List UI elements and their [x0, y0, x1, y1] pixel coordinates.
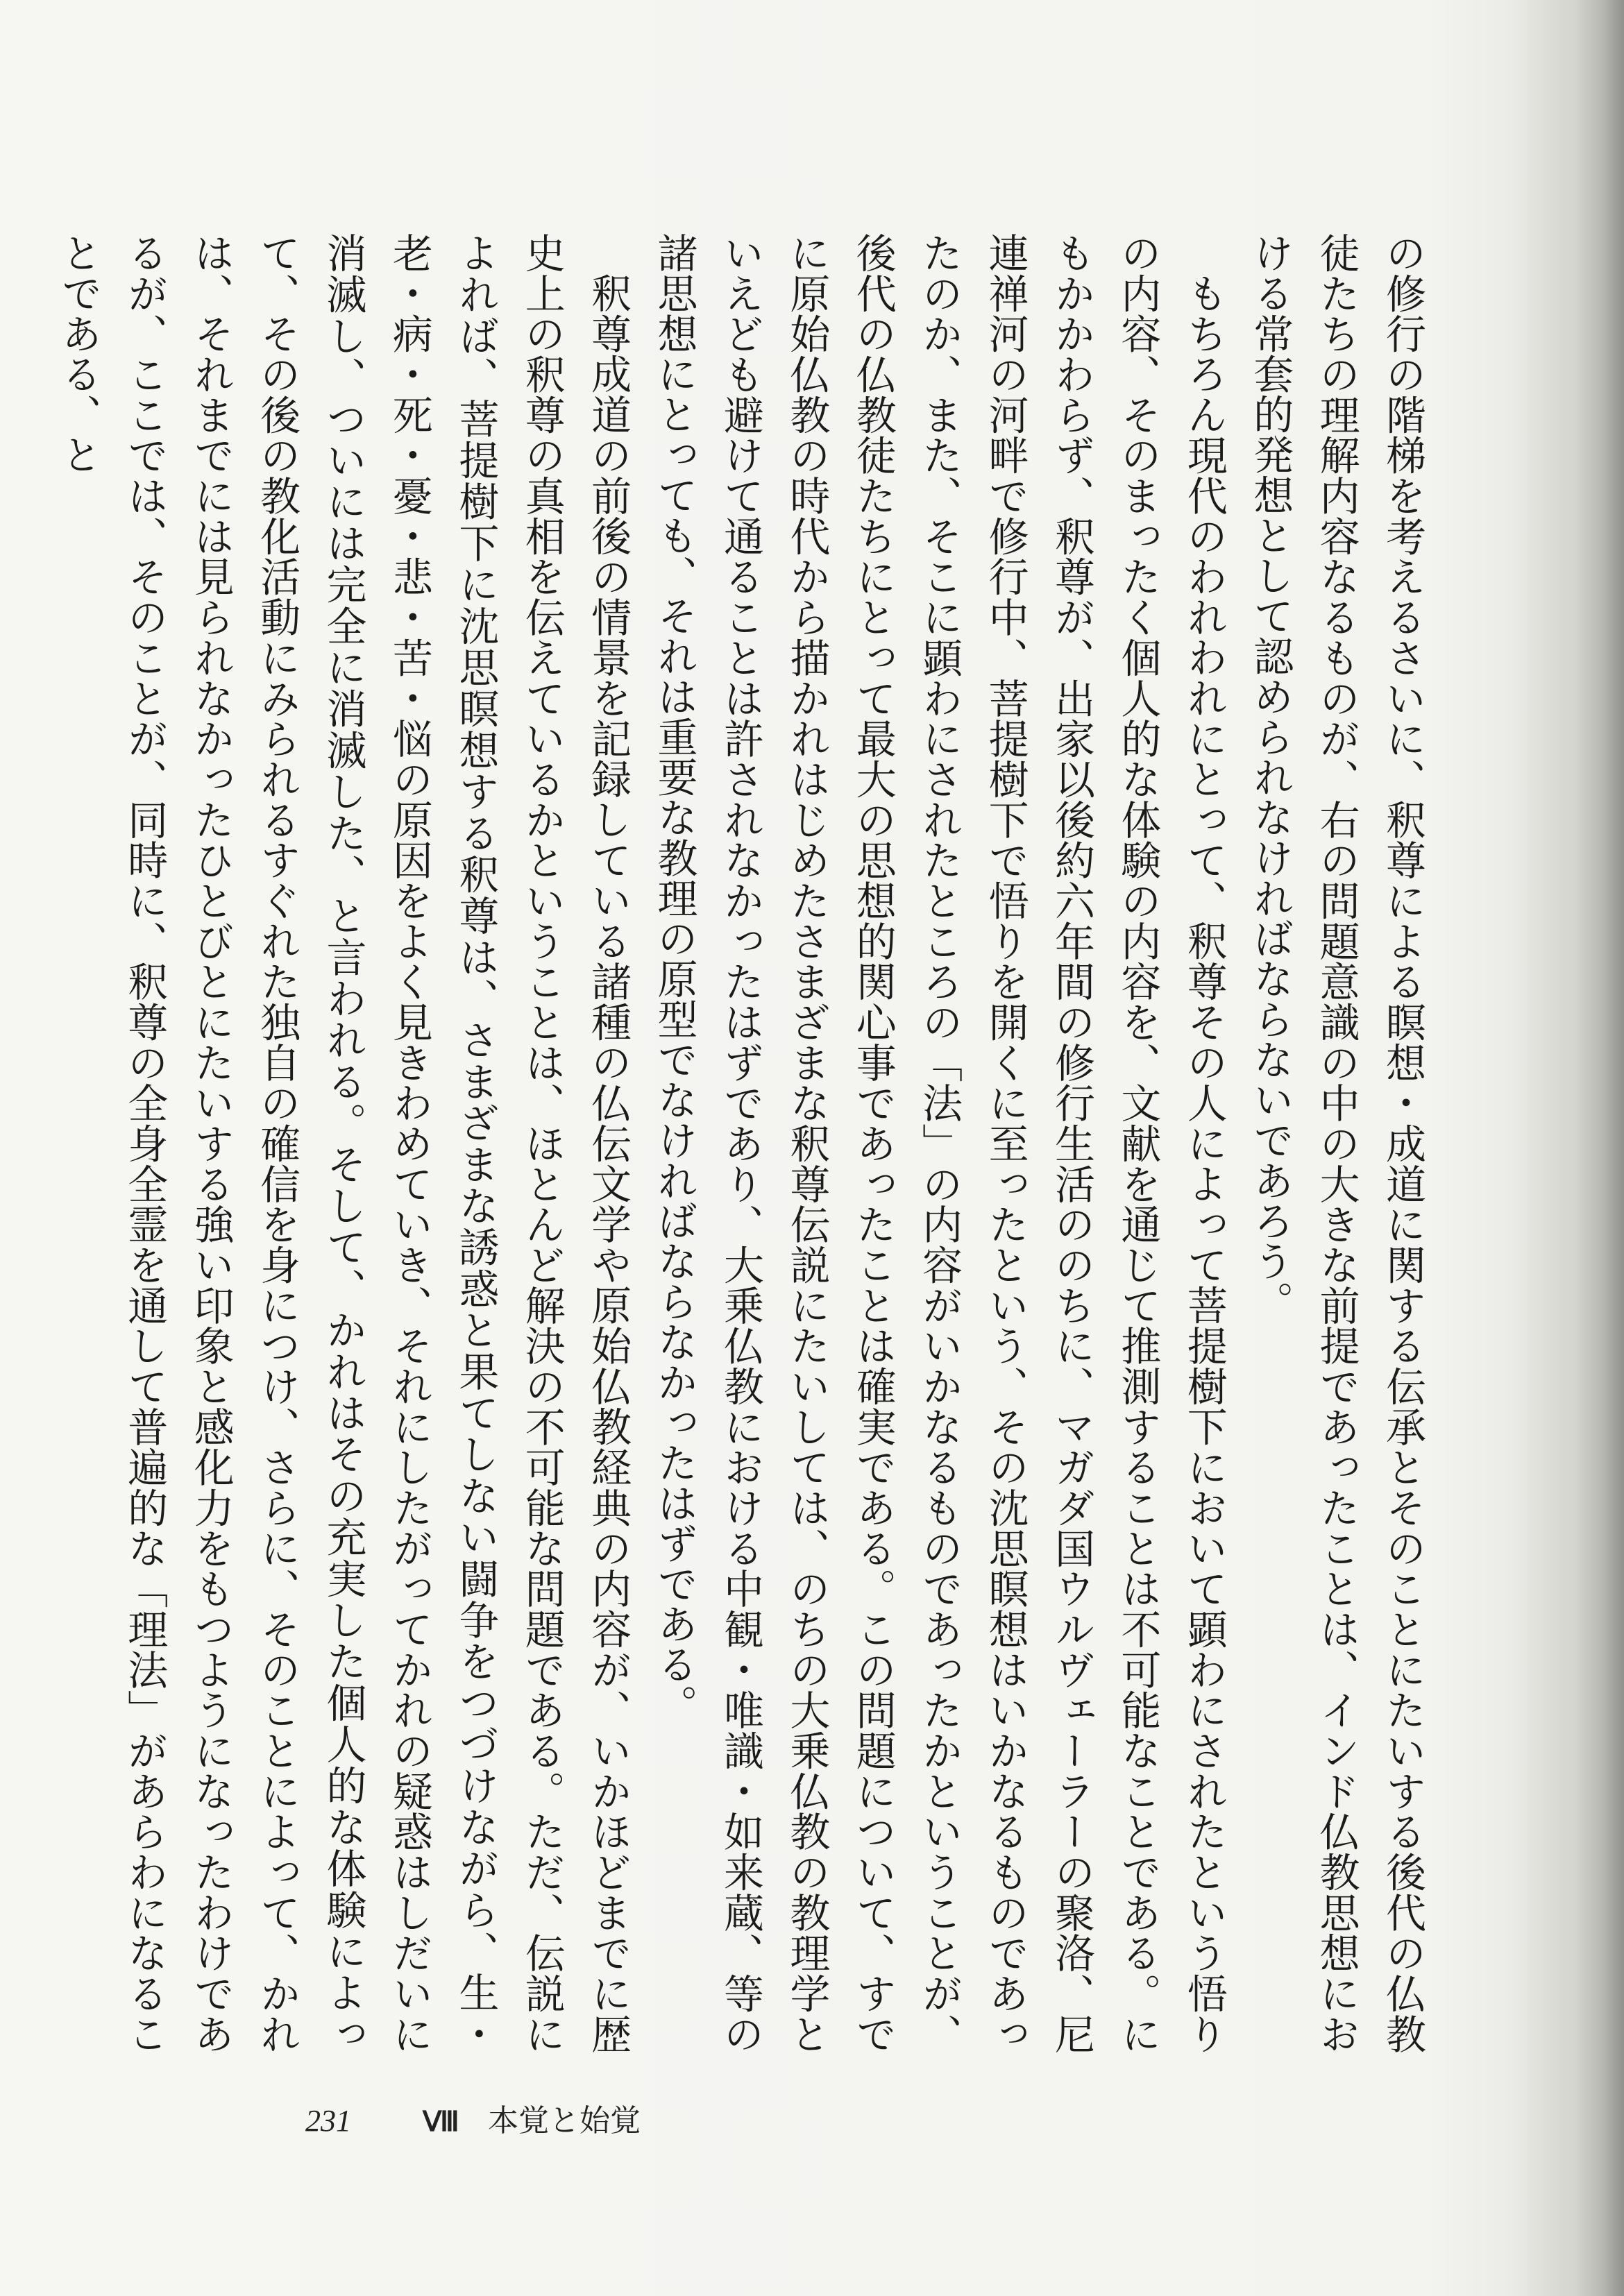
chapter-numeral: Ⅷ: [423, 2107, 459, 2137]
page-number: 231: [305, 2104, 351, 2138]
chapter-title: 本覚と始覚: [488, 2103, 641, 2138]
paragraph-3: 釈尊成道の前後の情景を記録している諸種の仏伝文学や原始仏教経典の内容が、いかほどまでに歴史上の釈尊の真相を伝えているかということは、ほとんど解決の不可能な問題である。ただ、伝説によれば、菩提樹下に沈思瞑想する釈尊は、さまざまな誘惑と果てしない闘争をつづけながら、生・老・病・死・憂・悲・苦・悩の原因をよく見きわめていき、それにしたがってかれの疑惑はしだいに消滅し、ついには完全に消滅した、と言われる。そして、かれはその充実した個人的な体験によって、その後の教化活動にみられるすぐれた独自の確信を身につけ、さらに、そのことによって、かれは、それまでには見られなかったひとびとにたいする強い印象と感化力をもつようになったわけであるが、ここでは、そのことが、同時に、釈尊の全身全霊を通して普遍的な「理法」があらわになることである、と: [54, 232, 632, 2054]
paragraph-1: の修行の階梯を考えるさいに、釈尊による瞑想・成道に関する伝承とそのことにたいする後代の仏教徒たちの理解内容なるものが、右の問題意識の中の大きな前提であったことは、インド仏教思想における常套的発想として認められなければならないであろう。: [1246, 232, 1426, 2054]
page-edge-shadow: [1575, 0, 1624, 2296]
page-footer: [305, 2095, 641, 2140]
body-text: [44, 232, 1435, 2054]
paragraph-2: もちろん現代のわれわれにとって、釈尊その人によって菩提樹下において顕わにされたという悟りの内容、そのまったく個人的な体験の内容を、文献を通じて推測することは不可能なことである。にもかかわらず、釈尊が、出家以後約六年間の修行生活ののちに、マガダ国ウルヴェーラーの聚洛、尼連禅河の河畔で修行中、菩提樹下で悟りを開くに至ったという、その沈思瞑想はいかなるものであったのか、また、そこに顕わにされたところの「法」の内容がいかなるものであったかということが、後代の仏教徒たちにとって最大の思想的関心事であったことは確実である。この問題について、すでに原始仏教の時代から描かれはじめたさまざまな釈尊伝説にたいしては、のちの大乗仏教の教理学といえども避けて通ることは許されなかったはずであり、大乗仏教における中観・唯識・如来蔵、等の諸思想にとっても、それは重要な教理の原型でなければならなかったはずである。: [650, 232, 1228, 2054]
